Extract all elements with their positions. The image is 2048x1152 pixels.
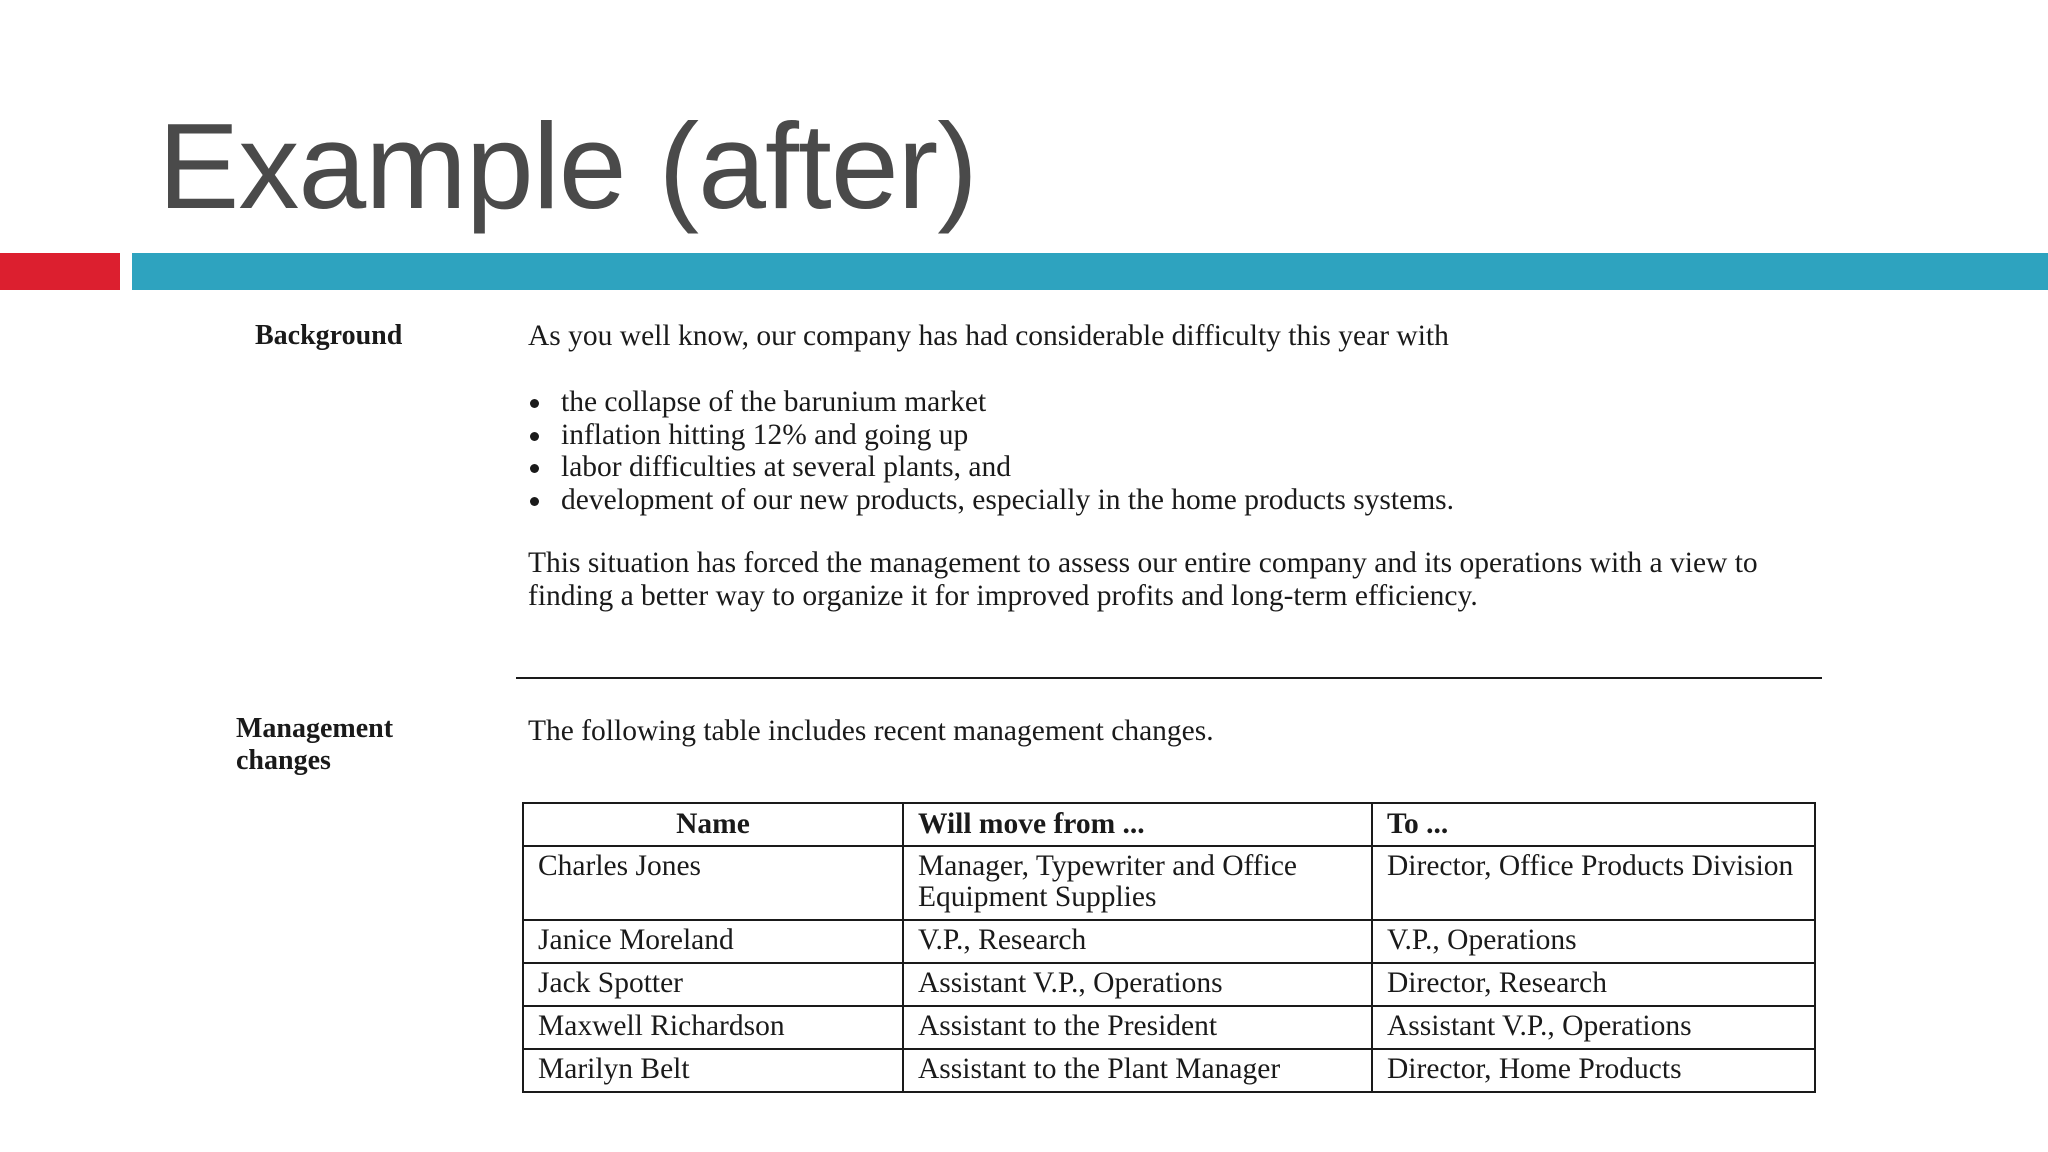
bullet-dot-icon <box>530 432 539 441</box>
cell-name: Janice Moreland <box>523 920 903 963</box>
table-row <box>523 1049 1815 1092</box>
cell-from: Assistant V.P., Operations <box>903 963 1372 1006</box>
header-name: Name <box>523 803 903 846</box>
cell-to: Director, Research <box>1372 963 1815 1006</box>
table-row <box>523 920 1815 963</box>
cell-name: Maxwell Richardson <box>523 1006 903 1049</box>
bullet-item <box>528 484 1454 517</box>
bullet-item <box>528 386 1454 419</box>
cell-to: Assistant V.P., Operations <box>1372 1006 1815 1049</box>
background-intro: As you well know, our company has had considerable difficulty this year with <box>528 320 1449 352</box>
bullet-item <box>528 419 1454 452</box>
cell-name: Charles Jones <box>523 846 903 920</box>
bullet-text: labor difficulties at several plants, and <box>561 451 1012 483</box>
cell-to: Director, Office Products Division <box>1372 846 1815 920</box>
management-label: Management changes <box>236 713 394 776</box>
section-divider <box>516 677 1822 679</box>
management-intro: The following table includes recent management changes. <box>528 715 1214 747</box>
bullet-text: development of our new products, especially in the home products systems. <box>561 483 1454 516</box>
table-row <box>523 963 1815 1006</box>
bullet-item <box>528 451 1454 484</box>
slide-title: Example (after) <box>158 98 977 234</box>
table-row <box>523 846 1815 920</box>
cell-from: Manager, Typewriter and Office Equipment Supplies <box>903 846 1372 920</box>
bullet-dot-icon <box>530 497 539 506</box>
header-to: To ... <box>1372 803 1815 846</box>
bullet-text: the collapse of the barunium market <box>561 386 987 418</box>
bullet-dot-icon <box>530 464 539 473</box>
management-changes-table <box>522 802 1816 1093</box>
background-situation: This situation has forced the management to assess our entire company and its operations with a view to finding a better way to organize it for improved profits and long-term efficiency. <box>528 547 1758 612</box>
background-label: Background <box>255 320 403 351</box>
bullet-dot-icon <box>530 399 539 408</box>
cell-from: Assistant to the President <box>903 1006 1372 1049</box>
table-header-row <box>523 803 1815 846</box>
cell-to: Director, Home Products <box>1372 1049 1815 1092</box>
background-bullet-list <box>528 386 1454 516</box>
cell-name: Jack Spotter <box>523 963 903 1006</box>
cell-from: Assistant to the Plant Manager <box>903 1049 1372 1092</box>
cell-to: V.P., Operations <box>1372 920 1815 963</box>
cell-name: Marilyn Belt <box>523 1049 903 1092</box>
bullet-text: inflation hitting 12% and going up <box>561 418 969 451</box>
accent-bar-red <box>0 253 120 290</box>
cell-from: V.P., Research <box>903 920 1372 963</box>
table-row <box>523 1006 1815 1049</box>
accent-bar-blue <box>132 253 2048 290</box>
header-from: Will move from ... <box>903 803 1372 846</box>
management-table-container <box>522 802 1816 1099</box>
